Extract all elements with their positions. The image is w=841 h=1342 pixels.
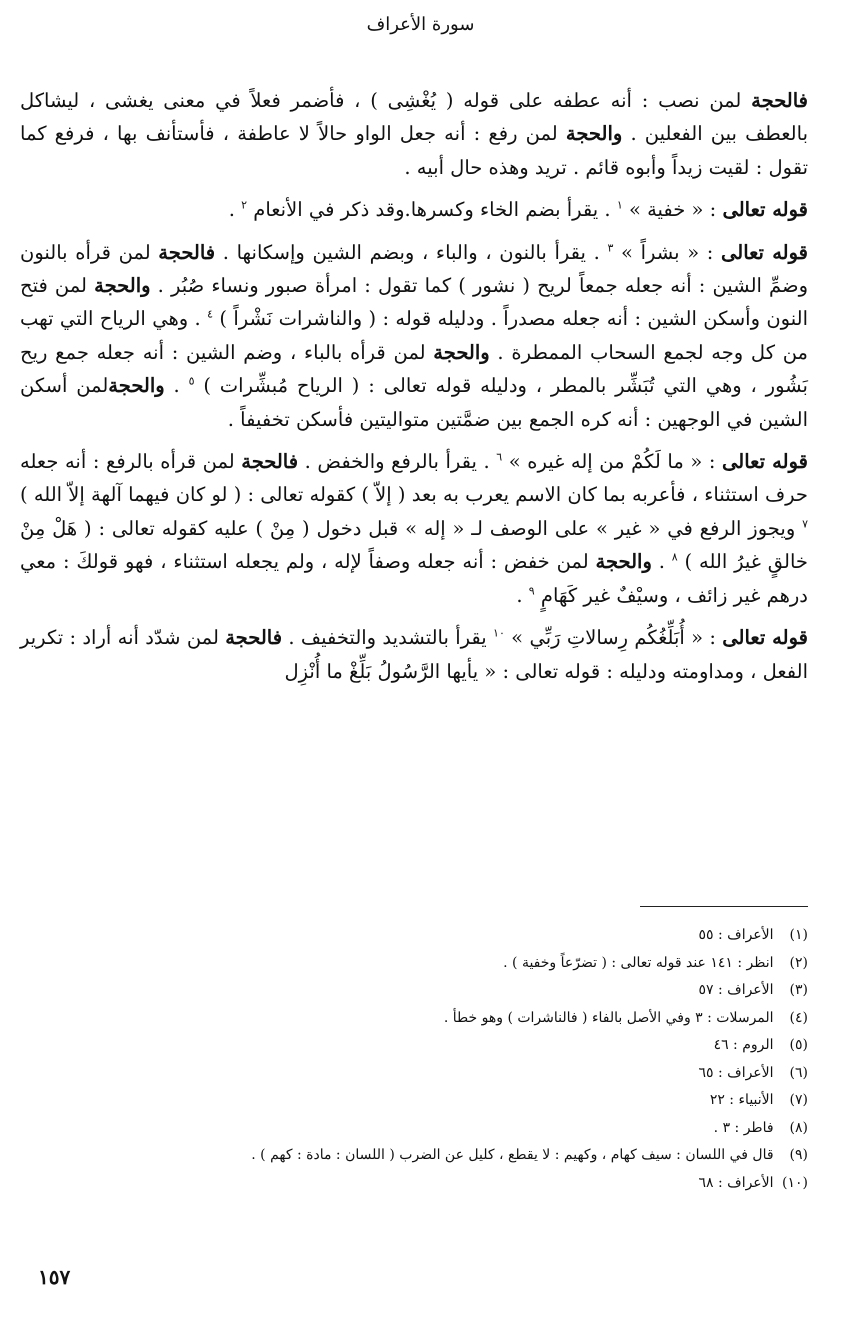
paragraph-5: قوله تعالى : « أُبَلِّغُكُم رِسالاتِ رَبِّي » $^{١٠}$ يقرأ بالتشديد والتخفيف . فالحجة لمن شدّد أنه أراد : تكرير الفعل ، ومداومته ودليله : قوله تعالى : « يأيها الرَّسُولُ بَلِّغْ ما أُنْزِل xyxy=(20,626,808,683)
footnote xyxy=(130,922,808,950)
footnote-text: الأعراف : ٦٨ xyxy=(698,1174,774,1191)
footnote xyxy=(130,1142,808,1170)
page-number: ١٥٧ xyxy=(38,1265,71,1289)
footnote-number: (٩) xyxy=(789,1147,808,1163)
paragraph-2: قوله تعالى : « خفية » $^١$ . يقرأ بضم الخاء وكسرها.وقد ذكر في الأنعام $^٢$ . xyxy=(228,198,808,222)
footnote-number: (٢) xyxy=(789,954,808,971)
footnote-number: (١) xyxy=(789,927,808,943)
paragraph-4: قوله تعالى : « ما لَكُمْ من إله غيره » $^٦$ . يقرأ بالرفع والخفض . فالحجة لمن قرأه بالرفع : أنه جعله حرف استثناء ، فأعربه بما كان الاسم يعرب به بعد ( إلاّ ) كقوله تعالى : ( لو كان فيهما آلهة إلاّ الله ) $^٧$ ويجوز الرفع في « غير » على الوصف لـ « إله » قبل دخول ( مِنْ ) عليه كقوله تعالى : ( هَلْ مِنْ خالقٍ غيرُ الله ) $^٨$ . والحجة لمن خفض : أنه جعله وصفاً لإله ، ولم يجعله استثناء ، فهو قولكَ : معي درهم غير زائف ، وسيْفٌ غير كَهَامٍ $^٩$ . xyxy=(20,450,808,607)
footnote-number: (٨) xyxy=(789,1119,808,1136)
main-text xyxy=(20,84,808,697)
footnote-number: (٧) xyxy=(789,1092,808,1108)
footnote-text: الأعراف : ٥٧ xyxy=(698,982,774,998)
footnote xyxy=(130,1005,808,1033)
footnote-divider xyxy=(640,906,808,907)
footnote xyxy=(130,1115,808,1143)
paragraph-3: قوله تعالى : « بشراً » $^٣$ . يقرأ بالنون ، والباء ، وبضم الشين وإسكانها . فالحجة لمن قرأه بالنون وضمِّ الشين : أنه جعله جمعاً لريح ( نشور ) كما تقول : امرأة صبور ونساء صُبُر . والحجة لمن فتح النون وأسكن الشين : أنه جعله مصدراً . ودليله قوله : ( والناشرات نَشْراً ) $^٤$ . وهي الرياح التي تهب من كل وجه لجمع السحاب الممطرة . والحجة لمن قرأه بالباء ، وضم الشين : أنه جعله جمع ريح بَشُور ، وهي التي تُبَشِّر بالمطر ، ودليله قوله تعالى : ( الرياح مُبشِّرات ) $^٥$ . والحجةلمن أسكن الشين في الوجهين : أنه كره الجمع بين ضمَّتين متواليتين فأسكن تخفيفاً . xyxy=(20,240,809,431)
footnote xyxy=(130,1060,808,1088)
footnote-number: (١٠) xyxy=(782,1174,808,1191)
footnote-number: (٥) xyxy=(789,1037,808,1053)
footnote xyxy=(130,950,808,978)
footnote-number: (٤) xyxy=(789,1009,808,1026)
footnote-text: الروم : ٤٦ xyxy=(713,1037,774,1053)
footnote-number: (٣) xyxy=(789,982,808,998)
footnote-text: الأعراف : ٥٥ xyxy=(698,927,774,943)
footnote-text: الأعراف : ٦٥ xyxy=(698,1064,774,1081)
footnote-number: (٦) xyxy=(789,1064,808,1081)
page-header: سورة الأعراف xyxy=(366,14,475,35)
footnote xyxy=(130,1170,808,1198)
footnote-text: المرسلات : ٣ وفي الأصل بالفاء ( فالناشرات ) وهو خطأ . xyxy=(443,1009,774,1026)
footnote-text: انظر : ١٤١ عند قوله تعالى : ( تضرّعاً وخفية ) . xyxy=(503,954,774,971)
footnote-text: قال في اللسان : سيف كهام ، وكهيم : لا يقطع ، كليل عن الضرب ( اللسان : مادة : كهم ) . xyxy=(251,1147,774,1163)
footnote xyxy=(130,1087,808,1115)
paragraph-1: فالحجة لمن نصب : أنه عطفه على قوله ( يُغْشِى ) ، فأضمر فعلاً في معنى يغشى ، ليشاكل بالعطف بين الفعلين . والحجة لمن رفع : أنه جعل الواو حالاً لا عاطفة ، فأستأنف بها ، فرفع كما تقول : لقيت زيداً وأبوه قائم . تريد وهذه حال أبيه . xyxy=(20,89,808,179)
footnote xyxy=(130,1032,808,1060)
footnotes xyxy=(130,922,808,1197)
footnote xyxy=(130,977,808,1005)
footnote-text: الأنبياء : ٢٢ xyxy=(709,1092,774,1108)
footnote-text: فاطر : ٣ . xyxy=(713,1119,774,1136)
